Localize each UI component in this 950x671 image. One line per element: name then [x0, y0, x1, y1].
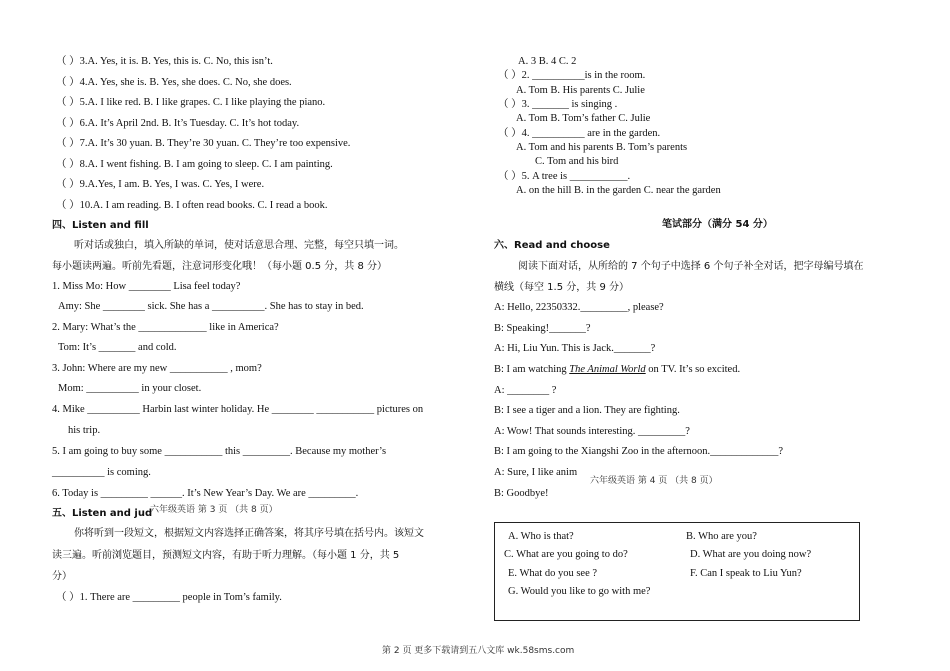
option-c: C. What are you going to do?: [504, 549, 628, 560]
option-f: F. Can I speak to Liu Yun?: [690, 568, 802, 579]
option-a: A. Who is that?: [508, 531, 574, 542]
section5-title: 五、Listen and jud: [52, 508, 153, 519]
fill-5b: __________ is coming.: [52, 467, 151, 478]
right-q3: （ ）3. _______ is singing .: [498, 99, 618, 110]
left-q3: （ ）3.A. Yes, it is. B. Yes, this is. C. No, this isn’t.: [56, 56, 273, 67]
option-d: D. What are you doing now?: [690, 549, 812, 560]
fill-6: 6. Today is _________ ______. It’s New Year’s Day. We are _________.: [52, 488, 359, 499]
section5-instruction-2: 读三遍。听前浏览题目，预测短文内容，有助于听力理解。（每小题 1 分，共 5: [52, 550, 400, 561]
written-section-title: 笔试部分（满分 54 分）: [662, 219, 773, 230]
page-footer-4: 六年级英语 第 4 页 （共 8 页）: [590, 476, 718, 486]
dialogue-line-2: B: Speaking!_______?: [494, 323, 591, 334]
left-q6: （ ）6.A. It’s April 2nd. B. It’s Tuesday. C. It’s hot today.: [56, 118, 300, 129]
dialogue-line-1: A: Hello, 22350332._________, please?: [494, 302, 664, 313]
left-q10: （ ）10.A. I am reading. B. I often read books. C. I read a book.: [56, 200, 328, 211]
left-q8: （ ）8.A. I went fishing. B. I am going to sleep. C. I am painting.: [56, 159, 333, 170]
section5-instruction-1: 你将听到一段短文，根据短文内容选择正确答案，将其序号填在括号内。该短文: [74, 528, 424, 539]
section4-title: 四、Listen and fill: [52, 220, 149, 231]
option-g: G. Would you like to go with me?: [508, 586, 651, 597]
right-q5-options: A. on the hill B. in the garden C. near the garden: [516, 185, 721, 196]
fill-1b: Amy: She ________ sick. She has a __________. She has to stay in bed.: [58, 301, 364, 312]
option-e: E. What do you see ?: [508, 568, 598, 579]
right-q4-options-2: C. Tom and his bird: [535, 156, 619, 167]
fill-5a: 5. I am going to buy some ___________ this _________. Because my mother’s: [52, 446, 387, 457]
bottom-footer: 第 2 页 更多下载请到五八文库 wk.58sms.com: [382, 646, 575, 656]
left-q4: （ ）4.A. Yes, she is. B. Yes, she does. C. No, she does.: [56, 77, 292, 88]
dialogue-line-9: A: Sure, I like anim: [494, 467, 578, 478]
dialogue-line-6: B: I see a tiger and a lion. They are fighting.: [494, 405, 680, 416]
dialogue-line-4-pre: B: I am watching: [494, 364, 570, 375]
section6-instruction-1: 阅读下面对话，从所给的 7 个句子中选择 6 个句子补全对话，把字母编号填在: [518, 261, 864, 272]
right-q5: （ ）5. A tree is ___________.: [498, 171, 631, 182]
right-q4-options-1: A. Tom and his parents B. Tom’s parents: [516, 142, 688, 153]
fill-2a: 2. Mary: What’s the _____________ like in America?: [52, 322, 279, 333]
right-q2: （ ）2. __________is in the room.: [498, 70, 646, 81]
dialogue-line-4: [494, 363, 740, 377]
dialogue-line-10: B: Goodbye!: [494, 488, 549, 499]
option-b: B. Who are you?: [686, 531, 757, 542]
fill-3a: 3. John: Where are my new ___________ , mom?: [52, 363, 262, 374]
dialogue-line-8: B: I am going to the Xiangshi Zoo in the afternoon._____________?: [494, 446, 783, 457]
dialogue-line-5: A: ________ ?: [494, 385, 557, 396]
listen-q1: （ ）1. There are _________ people in Tom’s family.: [56, 592, 282, 603]
section4-instruction-2: 每小题读两遍。听前先看题，注意词形变化哦！（每小题 0.5 分，共 8 分）: [52, 261, 387, 272]
left-q9: （ ）9.A.Yes, I am. B. Yes, I was. C. Yes, I were.: [56, 179, 265, 190]
left-q7: （ ）7.A. It’s 30 yuan. B. They’re 30 yuan. C. They’re too expensive.: [56, 138, 351, 149]
fill-4a: 4. Mike __________ Harbin last winter holiday. He ________ ___________ pictures on: [52, 404, 424, 415]
right-q1-options: A. 3 B. 4 C. 2: [518, 56, 577, 67]
page-footer-3: 六年级英语 第 3 页 （共 8 页）: [150, 505, 278, 515]
right-q3-options: A. Tom B. Tom’s father C. Julie: [516, 113, 651, 124]
program-title: The Animal World: [569, 364, 646, 375]
fill-1a: 1. Miss Mo: How ________ Lisa feel today?: [52, 281, 241, 292]
dialogue-line-4-post: on TV. It’s so excited.: [645, 364, 741, 375]
fill-4b: his trip.: [68, 425, 101, 436]
fill-2b: Tom: It’s _______ and cold.: [58, 342, 177, 353]
right-q4: （ ）4. __________ are in the garden.: [498, 128, 661, 139]
fill-3b: Mom: __________ in your closet.: [58, 383, 202, 394]
dialogue-line-7: A: Wow! That sounds interesting. _________?: [494, 426, 690, 437]
section6-title: 六、Read and choose: [494, 240, 610, 251]
section6-instruction-2: 横线（每空 1.5 分，共 9 分）: [494, 282, 629, 293]
right-q2-options: A. Tom B. His parents C. Julie: [516, 85, 645, 96]
section4-instruction-1: 听对话或独白，填入所缺的单词，使对话意思合理、完整，每空只填一词。: [74, 240, 404, 251]
left-q5: （ ）5.A. I like red. B. I like grapes. C. I like playing the piano.: [56, 97, 326, 108]
dialogue-line-3: A: Hi, Liu Yun. This is Jack._______?: [494, 343, 656, 354]
section5-instruction-3: 分）: [52, 571, 72, 582]
